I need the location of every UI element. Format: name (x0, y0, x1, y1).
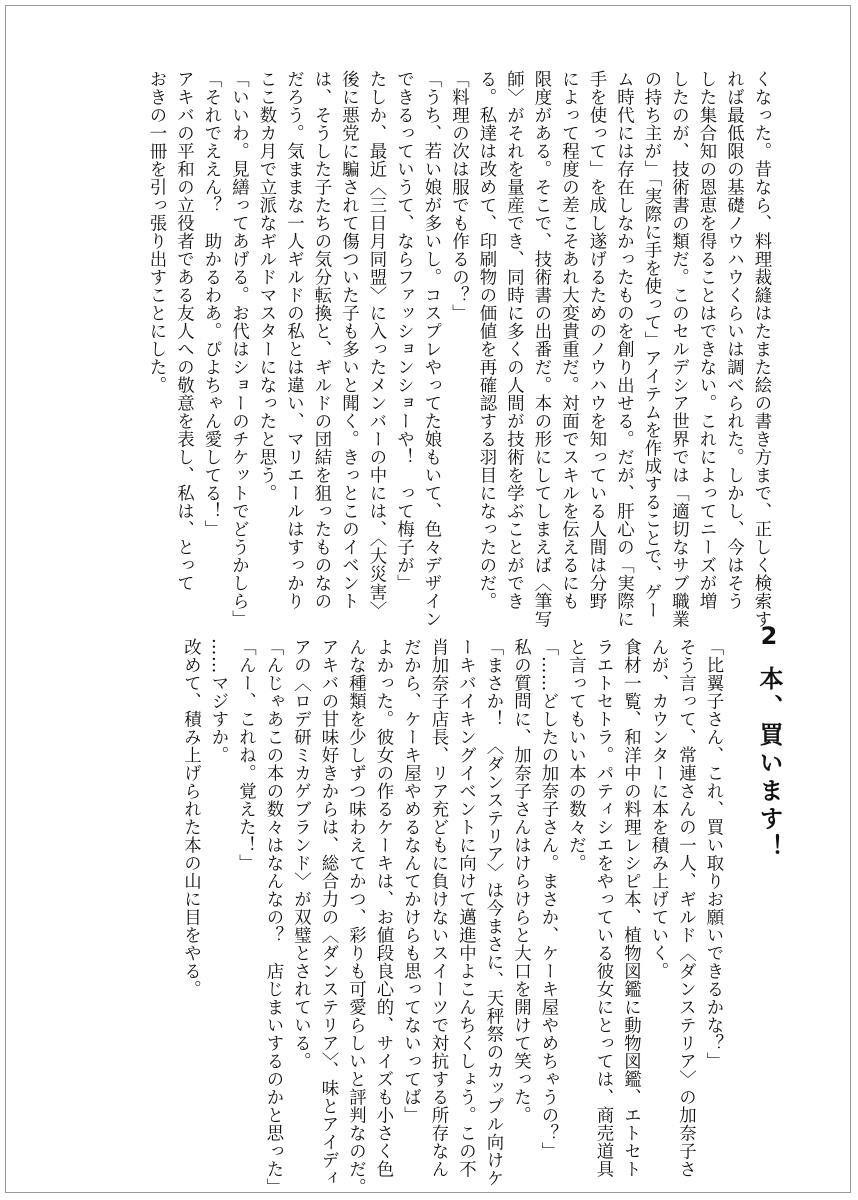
text-line: によって程度の差こそあれ大変貴重だ。対面でスキルを伝えるにも (558, 70, 579, 610)
text-line: よかった。彼女の作るケーキは、お値段良心的、サイズも小さく色 (373, 638, 393, 1178)
text-line: と言ってもいい本の数々だ。 (565, 638, 586, 872)
text-line: おきの一冊を引っ張り出すことにした。 (146, 70, 166, 394)
text-line: アキバの甘味好きからは、総合力の〈ダンステリア〉、味とアイディ (318, 638, 338, 1188)
text-line: くなった。昔なら、料理裁縫はたまた絵の書き方まで、正しく検索す (751, 70, 771, 628)
chapter-number: 2 (760, 624, 778, 648)
text-line: 私の質問に、加奈子さんはけらけらと大口を開けて笑った。 (510, 638, 531, 1124)
text-line: 師〉がそれを量産でき、同時に多くの人間が技術を学ぶことができ (503, 70, 524, 610)
chapter-title: 本、買います！ (755, 666, 783, 862)
text-line: たしか、最近〈三日月同盟〉に入ったメンバーの中には、〈大災害〉 (366, 70, 386, 620)
text-line: ム時代には存在しなかったものを創り出せる。だが、肝心の「実際に (613, 70, 634, 628)
text-line: 「んじゃあこの本の数々はなんなの？ 店じまいするのかと思った」 (263, 638, 283, 1196)
text-line: アの〈ロデ研ミカゲブランド〉が双璧とされている。 (290, 638, 311, 1070)
text-line: した集合知の恩恵を得ることはできない。これによってニーズが増 (696, 70, 716, 610)
text-line: 「んー、これね。覚えた！」 (235, 638, 256, 872)
text-line: ……マジすか。 (208, 638, 228, 764)
text-line: 「……どしたの加奈子さん。まさか、ケーキ屋やめちゃうの？」 (538, 638, 558, 1160)
text-line: アキバの平和の立役者である友人への敬意を表し、私は、とって (173, 70, 194, 592)
text-line: そう言って、常連さんの一人、ギルド〈ダンステリア〉の加奈子さ (675, 638, 696, 1178)
text-line: 後に悪党に騙されて傷ついた子も多いと聞く。きっとこのイベント (338, 70, 359, 610)
text-line: 「いいわ。見繕ってあげる。お代はショーのチケットでどうかしら」 (228, 70, 249, 628)
text-line: だから、ケーキ屋やめるなんてかけらも思ってないってば」 (400, 638, 421, 1124)
text-line: だろう。気ままな一人ギルドの私とは違い、マリエールはすっかり (283, 70, 304, 610)
text-line: ここ数カ月で立派なギルドマスターになったと思う。 (256, 70, 276, 502)
text-line: の持ち主が」「実際に手を使って」アイテムを作成することで、ゲー (641, 70, 661, 620)
chapter-heading (754, 624, 784, 862)
text-line: 食材一覧、和洋中の料理レシピ本、植物図鑑に動物図鑑、エトセト (620, 638, 641, 1178)
text-line: 「それでええん？ 助かるわあ。ぴよちゃん愛してる！」 (201, 70, 221, 538)
text-line: 手を使って」を成し遂げるためのノウハウを知っている人間は分野 (586, 70, 606, 610)
text-line: できるっていうて、ならファッションショーや！ って梅子が」 (393, 70, 414, 592)
text-line: 「うち、若い娘が多いし。コスプレやってた娘もいて、色々デザイン (421, 70, 441, 628)
text-line: ラエトセトラ。パティシエをやっている彼女にとっては、商売道具 (593, 638, 613, 1178)
text-line: は、そうした子たちの気分転換と、ギルドの団結を狙ったものなの (311, 70, 331, 610)
text-line: 改めて、積み上げられた本の山に目をやる。 (180, 638, 201, 998)
text-line: 「まさか！ 〈ダンステリア〉は今まさに、天秤祭のカップル向けケ (483, 638, 503, 1188)
text-line: んが、カウンターに本を積み上げていく。 (648, 638, 668, 980)
upper-text-block (142, 70, 775, 628)
text-line: 肖加奈子店長、リア充どもに負けないスイーツで対抗する所存なん (428, 638, 448, 1178)
text-line: 「比翼子さん、これ、買い取りお願いできるかな？」 (703, 638, 723, 1070)
text-line: 限度がある。そこで、技術書の出番だ。本の形にしてしまえば〈筆写 (531, 70, 551, 628)
text-line: れば最低限の基礎ノウハウくらいは調べられた。しかし、今はそう (723, 70, 744, 610)
text-line: んな種類を少しずつ味わえてかつ、彩りも可愛らしいと評判なのだ。 (345, 638, 366, 1196)
text-line: る。私達は改めて、印刷物の価値を再確認する羽目になったのだ。 (476, 70, 496, 610)
text-line: したのが、技術書の類だ。このセルデシア世界では「適切なサブ職業 (668, 70, 689, 628)
text-line: ーキバイキングイベントに向けて邁進中よこんちくしょう。この不 (455, 638, 476, 1178)
text-line: 「料理の次は服でも作るの？」 (448, 70, 469, 322)
lower-text-block (176, 638, 726, 1196)
